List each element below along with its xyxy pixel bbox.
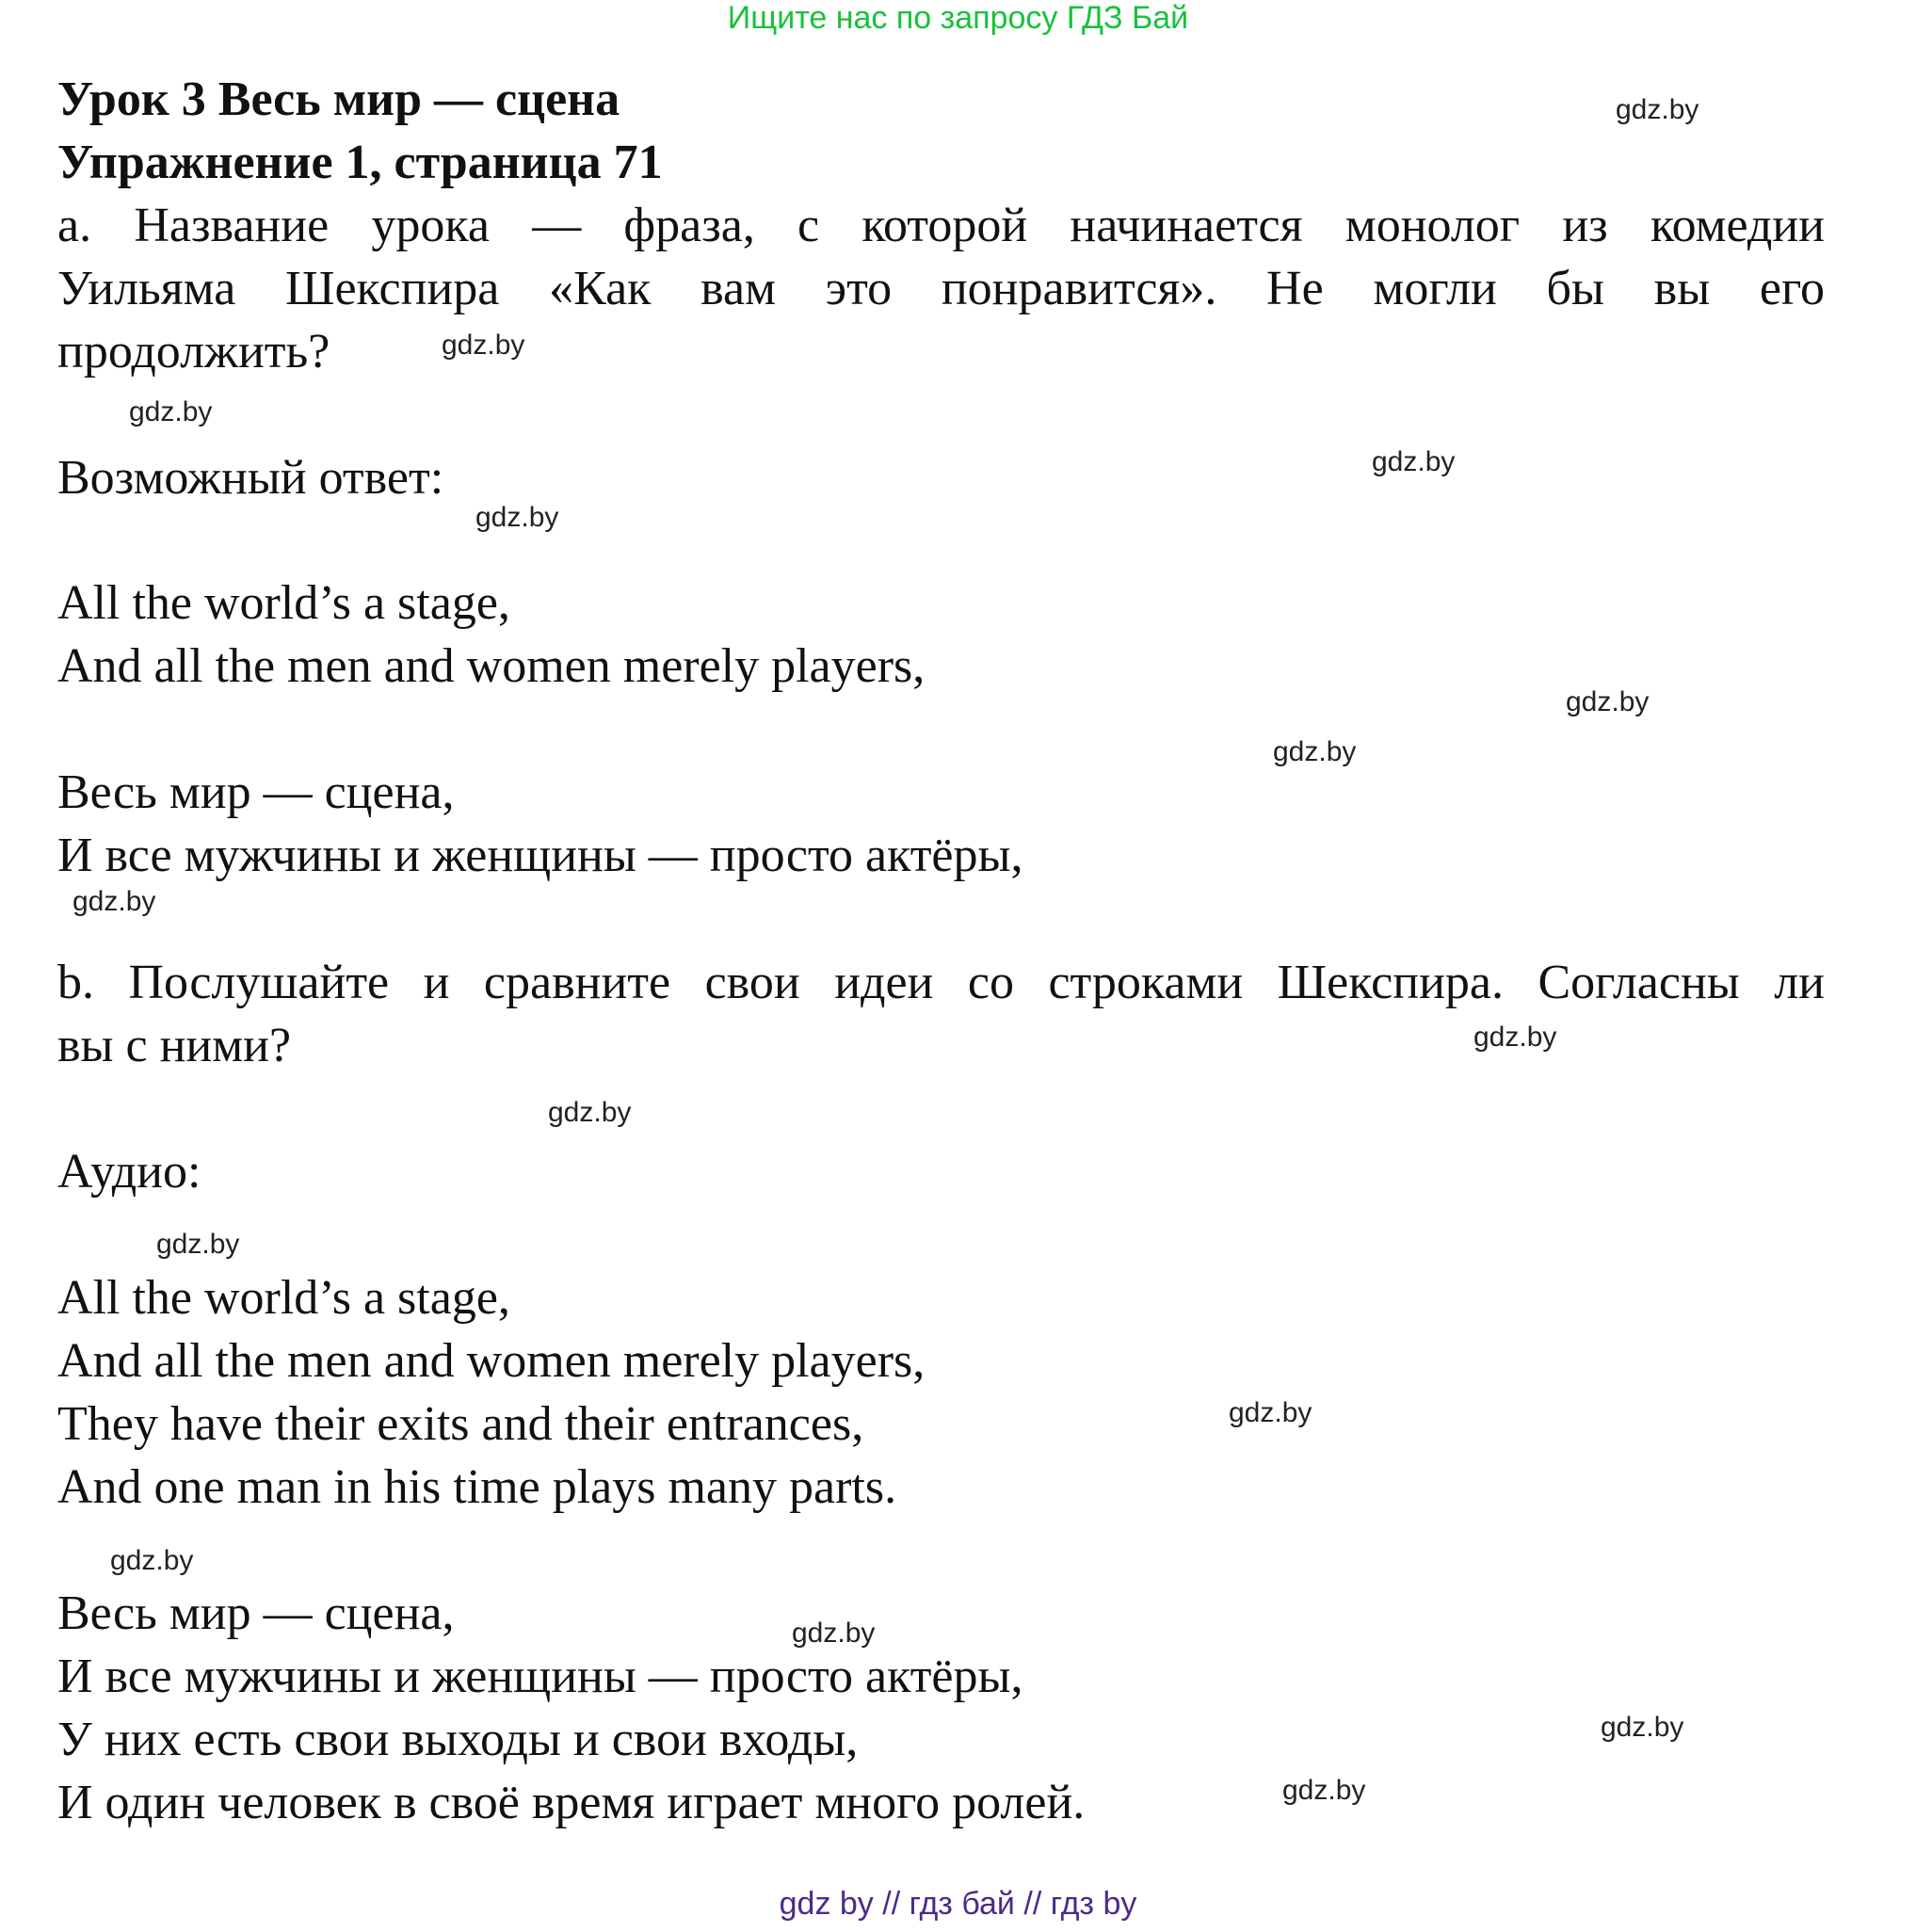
watermark: gdz.by: [110, 1545, 194, 1576]
watermark: gdz.by: [1473, 1022, 1557, 1053]
audio-english-line: And all the men and women merely players,: [57, 1334, 926, 1388]
audio-russian-line: Весь мир — сцена,: [57, 1586, 455, 1640]
exercise-title: Упражнение 1, страница 71: [57, 136, 663, 189]
answer-english-line: All the world’s a stage,: [57, 576, 510, 630]
audio-label: Аудио:: [57, 1145, 201, 1199]
answer-english-line: And all the men and women merely players,: [57, 639, 926, 693]
audio-russian-line: И один человек в своё время играет много ролей.: [57, 1776, 1086, 1829]
watermark: gdz.by: [72, 886, 156, 917]
watermark: gdz.by: [129, 396, 213, 427]
watermark: gdz.by: [1601, 1712, 1684, 1743]
watermark: gdz.by: [475, 502, 559, 533]
answer-label: Возможный ответ:: [57, 451, 444, 505]
audio-english-line: They have their exits and their entrances,: [57, 1397, 864, 1451]
audio-english-line: And one man in his time plays many parts.: [57, 1460, 897, 1514]
footer-links: gdz by // гдз бай // гдз by: [779, 1886, 1137, 1922]
watermark: gdz.by: [156, 1229, 240, 1260]
part-a-line-2: Уильяма Шекспира «Как вам это понравится». Не могли бы вы его: [57, 262, 1825, 315]
watermark: gdz.by: [442, 330, 525, 361]
audio-english-line: All the world’s a stage,: [57, 1271, 510, 1325]
part-b-line-1: b. Послушайте и сравните свои идеи со строками Шекспира. Согласны ли: [57, 956, 1825, 1009]
watermark: gdz.by: [1372, 446, 1456, 477]
watermark: gdz.by: [792, 1618, 876, 1649]
part-a-line-3: продолжить?: [57, 325, 330, 378]
answer-russian-line: И все мужчины и женщины — просто актёры,: [57, 829, 1023, 882]
watermark: gdz.by: [1566, 686, 1650, 717]
answer-russian-line: Весь мир — сцена,: [57, 765, 455, 819]
part-a-line-1: a. Название урока — фраза, с которой начинается монолог из комедии: [57, 199, 1825, 252]
watermark: gdz.by: [548, 1097, 632, 1128]
watermark: gdz.by: [1229, 1397, 1312, 1428]
part-b-line-2: вы с ними?: [57, 1019, 292, 1072]
watermark: gdz.by: [1273, 736, 1357, 767]
audio-russian-line: И все мужчины и женщины — просто актёры,: [57, 1650, 1023, 1703]
search-banner: Ищите нас по запросу ГДЗ Бай: [727, 0, 1189, 36]
watermark: gdz.by: [1616, 94, 1699, 125]
lesson-title: Урок 3 Весь мир — сцена: [57, 72, 620, 126]
watermark: gdz.by: [1282, 1775, 1366, 1806]
audio-russian-line: У них есть свои выходы и свои входы,: [57, 1713, 859, 1766]
